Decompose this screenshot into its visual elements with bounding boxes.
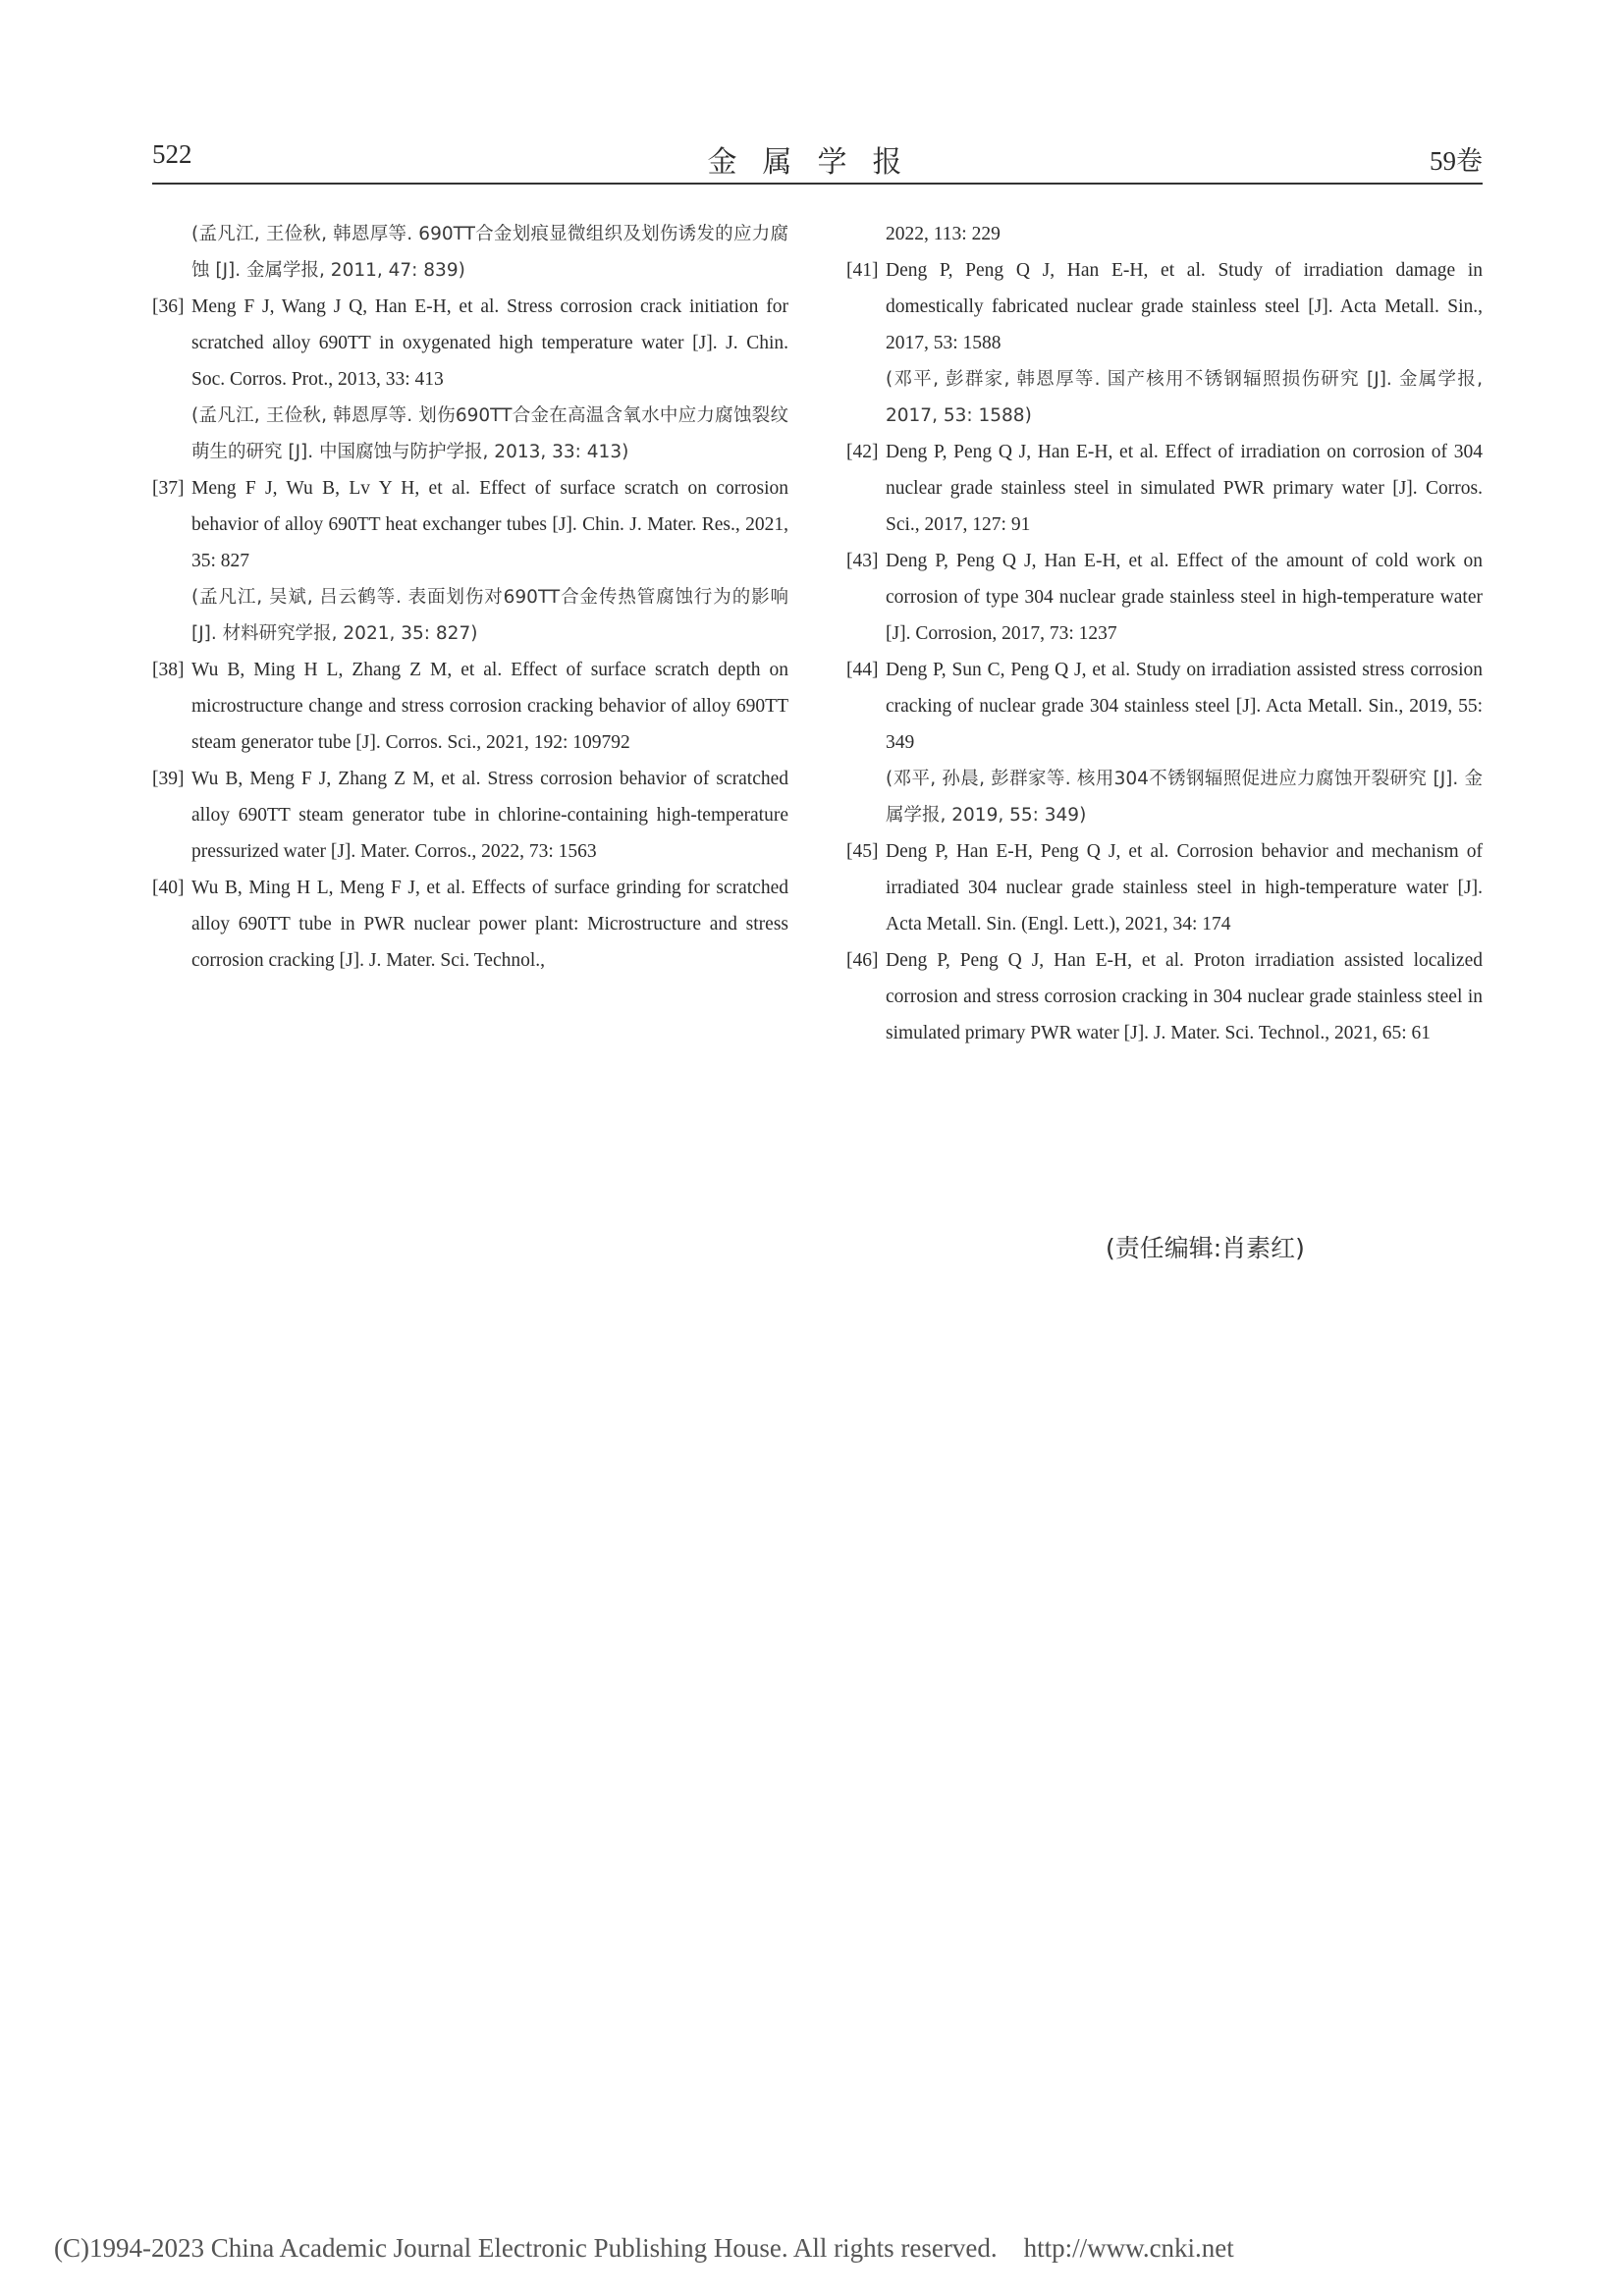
right-reference-column bbox=[846, 216, 1483, 1051]
volume-label: 59卷 bbox=[1430, 146, 1483, 176]
reference-chinese-translation: (孟凡江, 吴斌, 吕云鹤等. 表面划伤对690TT合金传热管腐蚀行为的影响 [J]. 材料研究学报, 2021, 35: 827) bbox=[191, 587, 788, 644]
page-header bbox=[152, 135, 1483, 180]
reference-entry bbox=[846, 252, 1483, 361]
reference-text: Deng P, Han E-H, Peng Q J, et al. Corrosion behavior and mechanism of irradiated 304 nuclear grade stainless steel in high-temperature water [J]. Acta Metall. Sin. (Engl. Lett.), 2021, 34: 174 bbox=[886, 841, 1483, 934]
reference-number: [36] bbox=[152, 296, 185, 317]
reference-number: [43] bbox=[846, 551, 879, 571]
reference-entry bbox=[152, 761, 788, 870]
reference-chinese-translation: (孟凡江, 王俭秋, 韩恩厚等. 690TT合金划痕显微组织及划伤诱发的应力腐蚀 [J]. 金属学报, 2011, 47: 839) bbox=[191, 224, 788, 281]
reference-number: [42] bbox=[846, 442, 879, 462]
reference-text: Deng P, Peng Q J, Han E-H, et al. Effect of irradiation on corrosion of 304 nuclear grade stainless steel in simulated PWR primary water [J]. Corros. Sci., 2017, 127: 91 bbox=[886, 442, 1483, 535]
reference-number: [40] bbox=[152, 878, 185, 898]
reference-text: Wu B, Meng F J, Zhang Z M, et al. Stress corrosion behavior of scratched alloy 690TT steam generator tube in chlorine-containing high-temperature pressurized water [J]. Mater. Corros., 2022, 73: 1563 bbox=[191, 769, 788, 862]
reference-number: [37] bbox=[152, 478, 185, 499]
reference-number: [41] bbox=[846, 260, 879, 281]
reference-entry bbox=[846, 434, 1483, 543]
reference-number: [46] bbox=[846, 950, 879, 971]
copyright-footer: (C)1994-2023 China Academic Journal Electronic Publishing House. All rights reserved. http://www.cnki.net bbox=[54, 2233, 1234, 2263]
reference-text: Meng F J, Wang J Q, Han E-H, et al. Stress corrosion crack initiation for scratched alloy 690TT in oxygenated high temperature water [J]. J. Chin. Soc. Corros. Prot., 2013, 33: 413 bbox=[191, 296, 788, 390]
header-divider bbox=[152, 183, 1483, 185]
reference-text: Deng P, Sun C, Peng Q J, et al. Study on irradiation assisted stress corrosion cracking of nuclear grade 304 stainless steel [J]. Acta Metall. Sin., 2019, 55: 349 bbox=[886, 660, 1483, 753]
reference-number: [45] bbox=[846, 841, 879, 862]
reference-text: Deng P, Peng Q J, Han E-H, et al. Effect of the amount of cold work on corrosion of type 304 nuclear grade stainless steel in high-temperature water [J]. Corrosion, 2017, 73: 1237 bbox=[886, 551, 1483, 644]
reference-entry bbox=[846, 543, 1483, 652]
reference-continuation: 2022, 113: 229 bbox=[886, 224, 1001, 244]
reference-text: Wu B, Ming H L, Zhang Z M, et al. Effect of surface scratch depth on microstructure change and stress corrosion cracking behavior of alloy 690TT steam generator tube [J]. Corros. Sci., 2021, 192: 109792 bbox=[191, 660, 788, 753]
left-reference-column bbox=[152, 216, 788, 979]
reference-chinese-translation: (邓平, 彭群家, 韩恩厚等. 国产核用不锈钢辐照损伤研究 [J]. 金属学报, 2017, 53: 1588) bbox=[886, 369, 1483, 426]
reference-entry bbox=[152, 870, 788, 979]
reference-number: [39] bbox=[152, 769, 185, 789]
reference-text: Deng P, Peng Q J, Han E-H, et al. Study of irradiation damage in domestically fabricated nuclear grade stainless steel [J]. Acta Metall. Sin., 2017, 53: 1588 bbox=[886, 260, 1483, 353]
page-number: 522 bbox=[152, 139, 192, 169]
editor-note: (责任编辑:肖素红) bbox=[1106, 1234, 1305, 1262]
reference-entry bbox=[152, 289, 788, 398]
reference-number: [38] bbox=[152, 660, 185, 680]
reference-chinese-translation: (孟凡江, 王俭秋, 韩恩厚等. 划伤690TT合金在高温含氧水中应力腐蚀裂纹萌生的研究 [J]. 中国腐蚀与防护学报, 2013, 33: 413) bbox=[191, 405, 788, 462]
reference-entry bbox=[846, 833, 1483, 942]
reference-chinese-translation: (邓平, 孙晨, 彭群家等. 核用304不锈钢辐照促进应力腐蚀开裂研究 [J]. 金属学报, 2019, 55: 349) bbox=[886, 769, 1483, 826]
journal-title: 金属学报 bbox=[707, 145, 928, 180]
reference-text: Meng F J, Wu B, Lv Y H, et al. Effect of surface scratch on corrosion behavior of alloy 690TT heat exchanger tubes [J]. Chin. J. Mater. Res., 2021, 35: 827 bbox=[191, 478, 788, 571]
reference-entry bbox=[152, 652, 788, 761]
reference-entry bbox=[152, 470, 788, 579]
reference-text: Wu B, Ming H L, Meng F J, et al. Effects of surface grinding for scratched alloy 690TT tube in PWR nuclear power plant: Microstructure and stress corrosion cracking [J]. J. Mater. Sci. Technol., bbox=[191, 878, 788, 971]
reference-entry bbox=[846, 652, 1483, 761]
reference-number: [44] bbox=[846, 660, 879, 680]
reference-entry bbox=[846, 942, 1483, 1051]
reference-text: Deng P, Peng Q J, Han E-H, et al. Proton irradiation assisted localized corrosion and stress corrosion cracking in 304 nuclear grade stainless steel in simulated primary PWR water [J]. J. Mater. Sci. Technol., 2021, 65: 61 bbox=[886, 950, 1483, 1043]
